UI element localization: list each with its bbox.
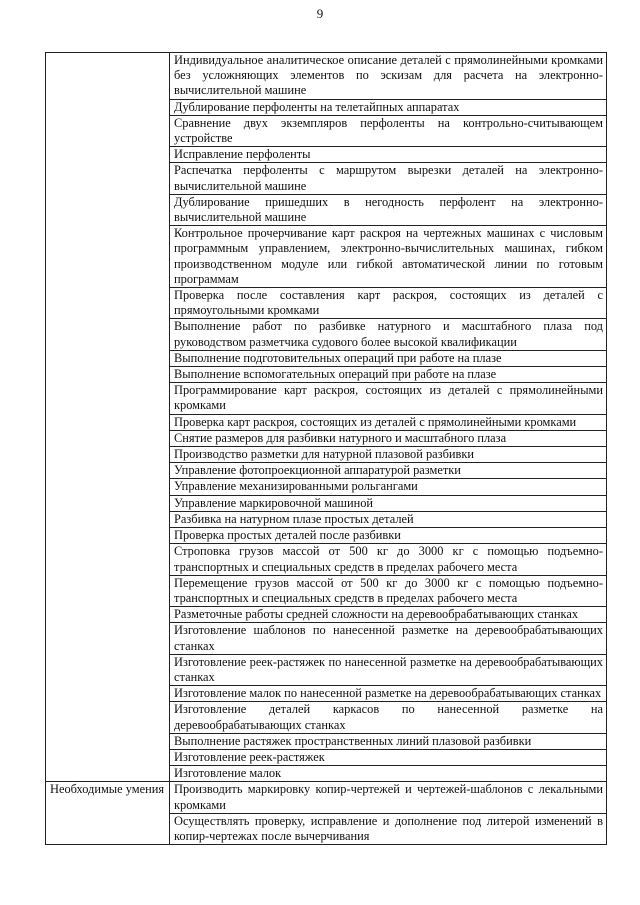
page-number: 9 [316,6,324,21]
section-label-cell [46,53,170,782]
labor-action-cell: Проверка после составления карт раскроя, состоящих из деталей с прямоугольными кромками [170,288,607,319]
table-body [46,53,607,845]
labor-action-cell: Выполнение работ по разбивке натурного и масштабного плаза под руководством разметчика судового более высокой квалификации [170,319,607,350]
skill-cell: Производить маркировку копир-чертежей и чертежей-шаблонов с лекальными кромками [170,782,607,813]
labor-action-cell: Контрольное прочерчивание карт раскроя на чертежных машинах с числовым программным управлением, электронно-вычислительных машинах, гибком производственном модуле или гибкой автоматической линии по готовым программам [170,226,607,288]
labor-action-cell: Сравнение двух экземпляров перфоленты на контрольно-считывающем устройстве [170,115,607,146]
labor-action-cell: Разметочные работы средней сложности на деревообрабатывающих станках [170,607,607,623]
labor-action-cell: Индивидуальное аналитическое описание деталей с прямолинейными кромками без усложняющих элементов по эскизам для расчета на электронно-вычислительной машине [170,53,607,100]
labor-action-cell: Изготовление деталей каркасов по нанесенной разметке на деревообрабатывающих станках [170,702,607,733]
labor-action-cell: Изготовление реек-растяжек [170,749,607,765]
labor-action-cell: Управление маркировочной машиной [170,495,607,511]
labor-action-cell: Выполнение вспомогательных операций при работе на плазе [170,367,607,383]
labor-action-cell: Выполнение растяжек пространственных линий плазовой разбивки [170,733,607,749]
labor-action-cell: Изготовление шаблонов по нанесенной разметке на деревообрабатывающих станках [170,623,607,654]
labor-action-cell: Строповка грузов массой от 500 кг до 3000 кг с помощью подъемно-транспортных и специальных средств в пределах рабочего места [170,544,607,575]
functions-table [45,52,607,845]
labor-action-cell: Проверка карт раскроя, состоящих из деталей с прямолинейными кромками [170,414,607,430]
labor-action-cell: Изготовление реек-растяжек по нанесенной разметке на деревообрабатывающих станках [170,654,607,685]
labor-action-cell: Изготовление малок по нанесенной разметке на деревообрабатывающих станках [170,686,607,702]
labor-action-cell: Изготовление малок [170,766,607,782]
table-row [46,782,607,813]
labor-action-cell: Исправление перфоленты [170,147,607,163]
labor-action-cell: Дублирование пришедших в негодность перфолент на электронно-вычислительной машине [170,194,607,225]
labor-action-cell: Перемещение грузов массой от 500 кг до 3000 кг с помощью подъемно-транспортных и специальных средств в пределах рабочего места [170,575,607,606]
skill-cell: Осуществлять проверку, исправление и дополнение под литерой изменений в копир-чертежах после вычерчивания [170,813,607,844]
labor-action-cell: Снятие размеров для разбивки натурного и масштабного плаза [170,430,607,446]
labor-action-cell: Дублирование перфоленты на телетайпных аппаратах [170,99,607,115]
labor-action-cell: Проверка простых деталей после разбивки [170,528,607,544]
section-label-cell: Необходимые умения [46,782,170,845]
table-row [46,53,607,100]
labor-action-cell: Производство разметки для натурной плазовой разбивки [170,447,607,463]
labor-action-cell: Программирование карт раскроя, состоящих из деталей с прямолинейными кромками [170,383,607,414]
labor-action-cell: Управление фотопроекционной аппаратурой разметки [170,463,607,479]
labor-action-cell: Управление механизированными рольгангами [170,479,607,495]
labor-action-cell: Выполнение подготовительных операций при работе на плазе [170,350,607,366]
labor-action-cell: Распечатка перфоленты с маршрутом вырезки деталей на электронно-вычислительной машине [170,163,607,194]
labor-action-cell: Разбивка на натурном плазе простых деталей [170,511,607,527]
